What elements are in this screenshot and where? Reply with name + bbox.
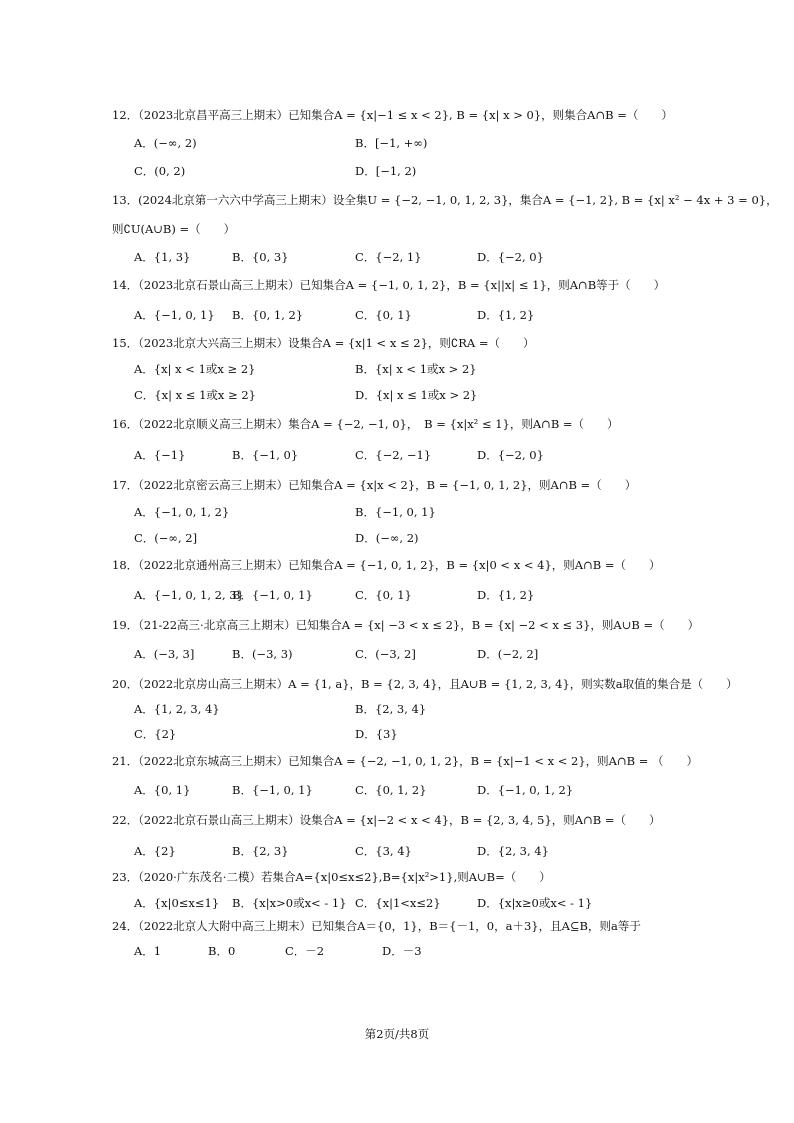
page-footer: 第2页/共8页 <box>364 1027 430 1041</box>
question-17: 17．（2022北京密云高三上期末）已知集合A = {x|x < 2}，B = {−1, 0, 1, 2}，则A∩B =（ ） <box>112 478 637 492</box>
q19-option-a: A．(−3, 3] <box>134 647 195 661</box>
question-18: 18．（2022北京通州高三上期末）已知集合A = {−1, 0, 1, 2}，B = {x|0 < x < 4}，则A∩B =（ ） <box>112 558 661 572</box>
question-23: 23．（2020·广东茂名·二模）若集合A={x|0≤x≤2},B={x|x²>1},则A∪B=（ ） <box>112 870 551 884</box>
q18-option-d: D．{1, 2} <box>477 588 535 602</box>
q23-option-c: C．{x|1<x≤2} <box>355 896 441 910</box>
question-16: 16．（2022北京顺义高三上期末）集合A = {−2, −1, 0}， B = {x|x² ≤ 1}，则A∩B =（ ） <box>112 417 619 431</box>
q22-option-c: C．{3, 4} <box>355 844 412 858</box>
q14-option-b: B．{0, 1, 2} <box>232 308 304 322</box>
q14-option-a: A．{−1, 0, 1} <box>134 308 215 322</box>
q24-option-c: C．－2 <box>285 944 325 958</box>
question-13: 13．(2024北京第一六六中学高三上期末）设全集U = {−2, −1, 0, 1, 2, 3}，集合A = {−1, 2}, B = {x| x² − 4x + 3 = 0}， <box>112 193 778 207</box>
q22-option-b: B．{2, 3} <box>232 844 289 858</box>
q19-option-c: C．(−3, 2] <box>355 647 416 661</box>
q18-option-a: A．{−1, 0, 1, 2, 3} <box>134 588 244 602</box>
q14-option-c: C．{0, 1} <box>355 308 412 322</box>
q13-option-c: C．{−2, 1} <box>355 250 422 264</box>
question-13-line2: 则∁U(A∪B) =（ ） <box>112 222 236 236</box>
q12-option-a: A．(−∞, 2) <box>134 136 197 150</box>
q18-option-c: C．{0, 1} <box>355 588 412 602</box>
q13-option-d: D．{−2, 0} <box>477 250 544 264</box>
q12-option-d: D．[−1, 2) <box>355 164 417 178</box>
q18-option-b: B．{−1, 0, 1} <box>232 588 313 602</box>
question-19: 19．（21-22高三·北京高三上期末）已知集合A = {x| −3 < x ≤ 2}，B = {x| −2 < x ≤ 3}，则A∪B =（ ） <box>112 618 700 632</box>
q17-option-c: C．(−∞, 2] <box>134 531 198 545</box>
q24-option-b: B．0 <box>208 944 236 958</box>
q19-option-b: B．(−3, 3) <box>232 647 293 661</box>
q20-option-a: A．{1, 2, 3, 4} <box>134 702 220 716</box>
q16-option-d: D．{−2, 0} <box>477 448 544 462</box>
q19-option-d: D．(−2, 2] <box>477 647 539 661</box>
question-20: 20．（2022北京房山高三上期末）A = {1, a}，B = {2, 3, 4}，且A∪B = {1, 2, 3, 4}，则实数a取值的集合是（ ） <box>112 677 738 691</box>
q13-option-b: B．{0, 3} <box>232 250 289 264</box>
q21-option-d: D．{−1, 0, 1, 2} <box>477 783 574 797</box>
q22-option-d: D．{2, 3, 4} <box>477 844 549 858</box>
q20-option-b: B．{2, 3, 4} <box>355 702 427 716</box>
q20-option-d: D．{3} <box>355 727 398 741</box>
question-14: 14．（2023北京石景山高三上期末）已知集合A = {−1, 0, 1, 2}，B = {x||x| ≤ 1}，则A∩B等于（ ） <box>112 278 666 292</box>
q17-option-d: D．(−∞, 2) <box>355 531 419 545</box>
q15-option-b: B．{x| x < 1或x > 2} <box>355 362 477 376</box>
q23-option-a: A．{x|0≤x≤1} <box>134 896 220 910</box>
question-24: 24．（2022北京人大附中高三上期末）已知集合A＝{0，1}，B＝{－1，0，a＋3}，且A⊆B，则a等于 <box>112 919 641 933</box>
q24-option-d: D．－3 <box>382 944 422 958</box>
q12-option-c: C．(0, 2) <box>134 164 186 178</box>
question-15: 15．（2023北京大兴高三上期末）设集合A = {x|1 < x ≤ 2}，则∁RA =（ ） <box>112 336 535 350</box>
q21-option-a: A．{0, 1} <box>134 783 191 797</box>
q14-option-d: D．{1, 2} <box>477 308 535 322</box>
q13-option-a: A．{1, 3} <box>134 250 191 264</box>
q15-option-d: D．{x| x ≤ 1或x > 2} <box>355 388 478 402</box>
q22-option-a: A．{2} <box>134 844 176 858</box>
q24-option-a: A．1 <box>134 944 162 958</box>
question-12: 12．（2023北京昌平高三上期末）已知集合A = {x|−1 ≤ x < 2}, B = {x| x > 0}，则集合A∩B =（ ） <box>112 108 673 122</box>
q16-option-c: C．{−2, −1} <box>355 448 432 462</box>
q15-option-c: C．{x| x ≤ 1或x ≥ 2} <box>134 388 256 402</box>
question-22: 22．（2022北京石景山高三上期末）设集合A = {x|−2 < x < 4}，B = {2, 3, 4, 5}，则A∩B =（ ） <box>112 813 661 827</box>
q16-option-a: A．{−1} <box>134 448 186 462</box>
q21-option-b: B．{−1, 0, 1} <box>232 783 313 797</box>
q12-option-b: B．[−1, +∞) <box>355 136 428 150</box>
q16-option-b: B．{−1, 0} <box>232 448 299 462</box>
q21-option-c: C．{0, 1, 2} <box>355 783 427 797</box>
q23-option-d: D．{x|x≥0或x< - 1} <box>477 896 593 910</box>
q17-option-b: B．{−1, 0, 1} <box>355 505 436 519</box>
q20-option-c: C．{2} <box>134 727 177 741</box>
question-21: 21．（2022北京东城高三上期末）已知集合A = {−2, −1, 0, 1, 2}，B = {x|−1 < x < 2}，则A∩B = （ ） <box>112 754 699 768</box>
q23-option-b: B．{x|x>0或x< - 1} <box>232 896 347 910</box>
q17-option-a: A．{−1, 0, 1, 2} <box>134 505 230 519</box>
q15-option-a: A．{x| x < 1或x ≥ 2} <box>134 362 256 376</box>
